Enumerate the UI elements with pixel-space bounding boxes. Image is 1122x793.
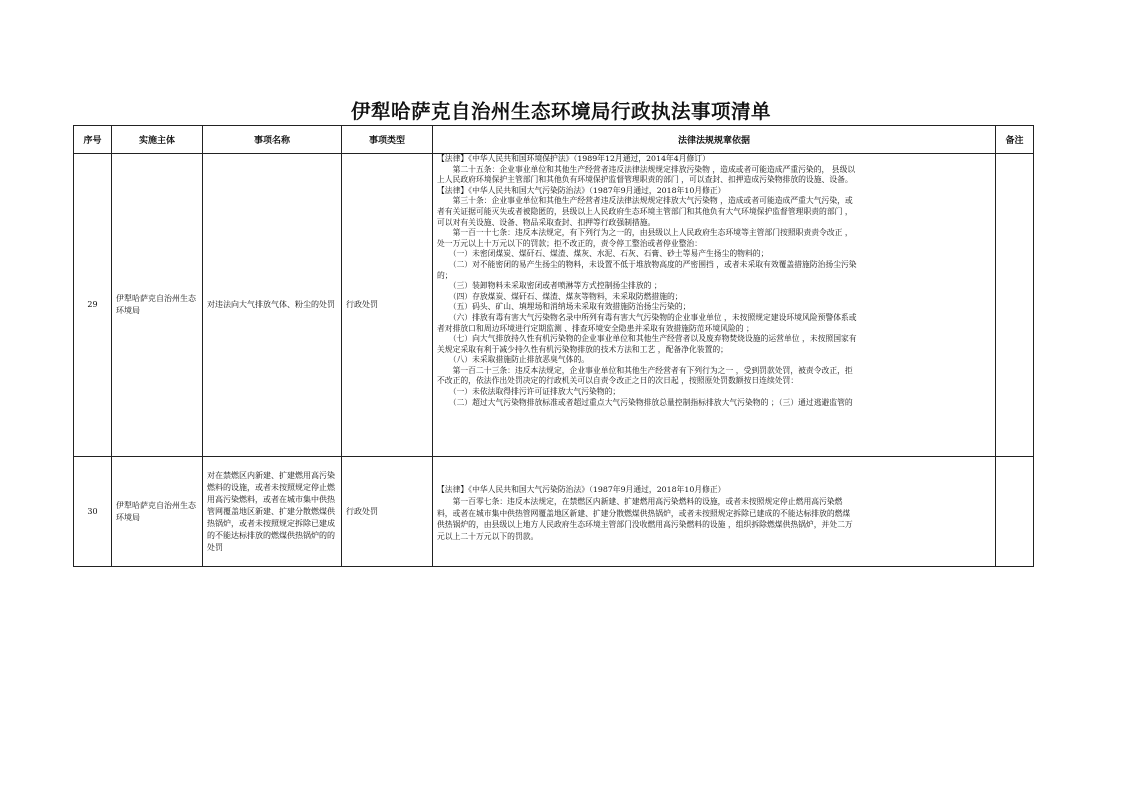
legal-basis-line: 【法律】《中华人民共和国环境保护法》（1989年12月通过，2014年4月修订） <box>437 154 710 163</box>
legal-basis-line: 上人民政府环境保护主管部门和其他负有环境保护监督管理职责的部门 ，可以查封、扣押造成污染物排放的设施、设备。 <box>437 175 853 185</box>
legal-basis-line: 的； <box>437 270 453 280</box>
row-item-type: 行政处罚 <box>342 457 433 567</box>
legal-basis-line: 者有关证据可能灭失或者被隐匿的，县级以上人民政府生态环境主管部门和其他负有大气环境保护监督管理职责的部门 ， <box>437 206 853 216</box>
legal-basis-line: 不改正的，依法作出处罚决定的行政机关可以自责令改正之日的次日起 ，按照原处罚数额按日连续处罚： <box>437 376 799 386</box>
row-item-name: 对在禁燃区内新建、扩建燃用高污染燃料的设施，或者未按照规定停止燃用高污染燃料，或者在城市集中供热管网覆盖地区新建、扩建分散燃煤供热锅炉，或者未按照规定拆除已建成的不能达标排放的燃煤供热锅炉的的处罚 <box>203 457 342 567</box>
legal-basis-text <box>437 154 991 454</box>
table-row <box>74 154 1034 457</box>
row-num: 29 <box>74 154 112 457</box>
enforcement-table <box>73 125 1034 567</box>
legal-basis-line: （一）未密闭煤炭、煤矸石、煤渣、煤灰、水泥、石灰、石膏、砂土等易产生扬尘的物料的； <box>437 249 769 259</box>
legal-basis-line: （三）装卸物料未采取密闭或者喷淋等方式控制扬尘排放的 ； <box>437 281 662 291</box>
row-item-name: 对违法向大气排放气体、粉尘的处罚 <box>203 154 342 457</box>
legal-basis-line: 处一万元以上十万元以下的罚款；拒不改正的，责令停工整治或者停业整治： <box>437 238 703 248</box>
header-name: 事项名称 <box>203 126 342 154</box>
row-num: 30 <box>74 457 112 567</box>
legal-basis-line: （二）对不能密闭的易产生扬尘的物料，未设置不低于堆放物高度的严密围挡 ，或者未采取有效覆盖措施防治扬尘污染 <box>437 259 857 269</box>
legal-basis-line: 第一百一十七条：违反本法规定，有下列行为之一的，由县级以上人民政府生态环境等主管部门按照职责责令改正 ， <box>437 228 853 238</box>
row-legal-basis <box>433 457 996 567</box>
page-title: 伊犁哈萨克自治州生态环境局行政执法事项清单 <box>350 100 771 123</box>
legal-basis-line: （六）排放有毒有害大气污染物名录中所列有毒有害大气污染物的企业事业单位 ，未按照规定建设环境风险预警体系或 <box>437 312 857 322</box>
legal-basis-line: 第一百零七条：违反本法规定，在禁燃区内新建、扩建燃用高污染燃料的设施，或者未按照规定停止燃用高污染燃 <box>437 496 843 506</box>
row-note <box>996 457 1034 567</box>
legal-basis-line: （八）未采取措施防止排放恶臭气体的。 <box>437 355 590 365</box>
legal-basis-line: （七）向大气排放持久性有机污染物的企业事业单位和其他生产经营者以及废弃物焚烧设施的运营单位 ，未按照国家有 <box>437 334 857 344</box>
header-entity: 实施主体 <box>112 126 203 154</box>
legal-basis-line: 【法律】《中华人民共和国大气污染防治法》（1987年9月通过，2018年10月修正） <box>437 485 726 494</box>
table-row <box>74 457 1034 567</box>
legal-basis-line: 料，或者在城市集中供热管网覆盖地区新建、扩建分散燃煤供热锅炉，或者未按照规定拆除已建成的不能达标排放的燃煤 <box>437 508 851 518</box>
row-entity: 伊犁哈萨克自治州生态环境局 <box>112 154 203 457</box>
row-item-type: 行政处罚 <box>342 154 433 457</box>
legal-basis-line: （五）码头、矿山、填埋场和消纳场未采取有效措施防治扬尘污染的； <box>437 302 691 312</box>
legal-basis-line: （一）未依法取得排污许可证排放大气污染物的； <box>437 387 621 397</box>
row-entity: 伊犁哈萨克自治州生态环境局 <box>112 457 203 567</box>
legal-basis-line: 第二十五条：企业事业单位和其他生产经营者违反法律法规规定排放污染物 ，造成或者可能造成严重污染的， 县级以 <box>437 164 856 174</box>
legal-basis-line: （四）存放煤炭、煤矸石、煤渣、煤灰等物料，未采取防燃措施的； <box>437 291 683 301</box>
legal-basis-line: 可以对有关设施、设备、物品采取查封、扣押等行政强制措施。 <box>437 217 656 227</box>
header-num: 序号 <box>74 126 112 154</box>
legal-basis-line: 【法律】《中华人民共和国大气污染防治法》（1987年9月通过，2018年10月修正） <box>437 185 726 195</box>
legal-basis-line: 元以上二十万元以下的罚款。 <box>437 532 539 542</box>
row-legal-basis <box>433 154 996 457</box>
table-header-row <box>74 126 1034 154</box>
legal-basis-line: （二）超过大气污染物排放标准或者超过重点大气污染物排放总量控制指标排放大气污染物的 ；（三）通过逃避监管的 <box>437 397 853 407</box>
legal-basis-line: 第三十条：企业事业单位和其他生产经营者违反法律法规规定排放大气污染物 ，造成或者可能造成严重大气污染，或 <box>437 196 853 206</box>
header-law: 法律法规规章依据 <box>433 126 996 154</box>
legal-basis-text <box>437 457 991 543</box>
legal-basis-line: 供热锅炉的，由县级以上地方人民政府生态环境主管部门没收燃用高污染燃料的设施 ，组织拆除燃煤供热锅炉，并处二万 <box>437 520 853 530</box>
legal-basis-line: 第一百二十三条：违反本法规定，企业事业单位和其他生产经营者有下列行为之一 ，受到罚款处罚，被责令改正，拒 <box>437 365 853 375</box>
row-note <box>996 154 1034 457</box>
header-type: 事项类型 <box>342 126 433 154</box>
legal-basis-line: 者对排放口和周边环境进行定期监测 、排查环境安全隐患并采取有效措施防范环境风险的 ； <box>437 323 754 333</box>
legal-basis-line: 关规定采取有利于减少持久性有机污染物排放的技术方法和工艺 ，配备净化装置的； <box>437 344 728 354</box>
header-note: 备注 <box>996 126 1034 154</box>
